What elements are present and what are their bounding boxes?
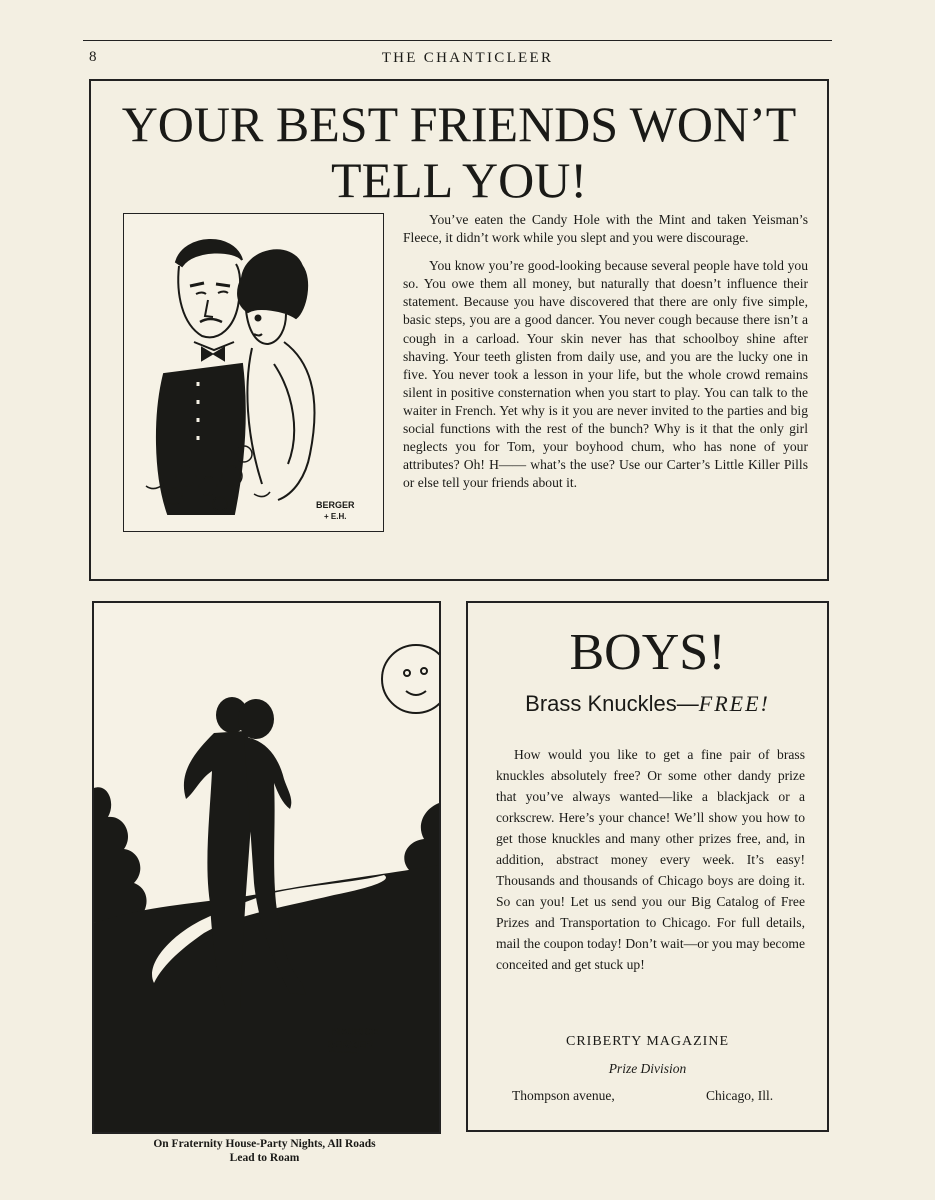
illustration-signature-2: + E.H. [324, 512, 347, 521]
subtitle-free: FREE! [698, 691, 770, 716]
couple-drawing [124, 214, 382, 530]
running-head: THE CHANTICLEER [381, 50, 554, 66]
caption-line-1: On Fraternity House-Party Nights, All Roads [153, 1138, 376, 1150]
boys-subtitle [468, 691, 827, 717]
ad-headline [91, 96, 827, 208]
caption-line-2: Lead to Roam [229, 1152, 300, 1164]
cartoon-signature-2: BERGER [326, 1039, 374, 1051]
boys-body-text: How would you like to get a fine pair of brass knuckles absolutely free? Or some other dandy prize that you’ve always wanted—like a blackjack or a corkscrew. Here’s your chance! We’ll show you how to get those knuckles and many other prizes free, and, in addition, abstract money every week. It’s easy! Thousands and thousands of Chicago boys are doing it. So can you! Let us send you our Big Catalog of Free Prizes and Transportation to Chicago. For full details, mail the coupon today! Don’t wait—or you may become conceited and get stuck up! [496, 747, 805, 972]
cartoon-caption [92, 1137, 437, 1165]
subtitle-main: Brass Knuckles— [525, 691, 699, 716]
prize-division: Prize Division [608, 1061, 687, 1076]
city-address: Chicago, Ill. [706, 1088, 774, 1103]
page-number: 8 [89, 49, 97, 65]
headline-line-1: YOUR BEST FRIENDS WON’T [121, 96, 797, 152]
ad-body-text [403, 211, 808, 502]
street-address: Thompson avenue, [512, 1088, 615, 1103]
moon-icon [382, 645, 439, 713]
illustration-signature-1: BERGER [316, 500, 355, 510]
silhouette-drawing [94, 603, 439, 1132]
ad-paragraph-2: You know you’re good-looking because several people have told you so. You owe them all money, but naturally that doesn’t influence their statement. Because you have discovered that there are only five simple, basic steps, you are a good dancer. You never cough because there isn’t a cough in a carload. Your skin never has that schoolboy shine after shaving. Your teeth glisten from daily use, and you are the lucky one in five. You never took a lesson in your life, but the whole crowd remains silent in positive consternation when you start to play. You can talk to the waiter in French. Yet why is it you are never invited to the parties and big social functions with the rest of the bunch? Why is it that the only girl neglects you for Tom, your boyhood chum, who has none of your attributes? Oh! H—— what’s the use? Use our Carter’s Little Killer Pills or else tell your friends about it. [403, 258, 808, 491]
ad-paragraph-1: You’ve eaten the Candy Hole with the Mint and taken Yeisman’s Fleece, it didn’t work while you slept and you were discourage. [403, 212, 808, 246]
magazine-name: CRIBERTY MAGAZINE [565, 1034, 730, 1049]
silhouette-cartoon [92, 601, 441, 1134]
couple-illustration [123, 213, 384, 532]
boys-advertisement [466, 601, 829, 1132]
friends-advertisement [89, 79, 829, 581]
header-rule [83, 40, 832, 41]
cartoon-signature-1: MAURICE [332, 1027, 379, 1038]
boys-title: BOYS! [569, 624, 726, 681]
headline-line-2: TELL YOU! [331, 152, 587, 208]
